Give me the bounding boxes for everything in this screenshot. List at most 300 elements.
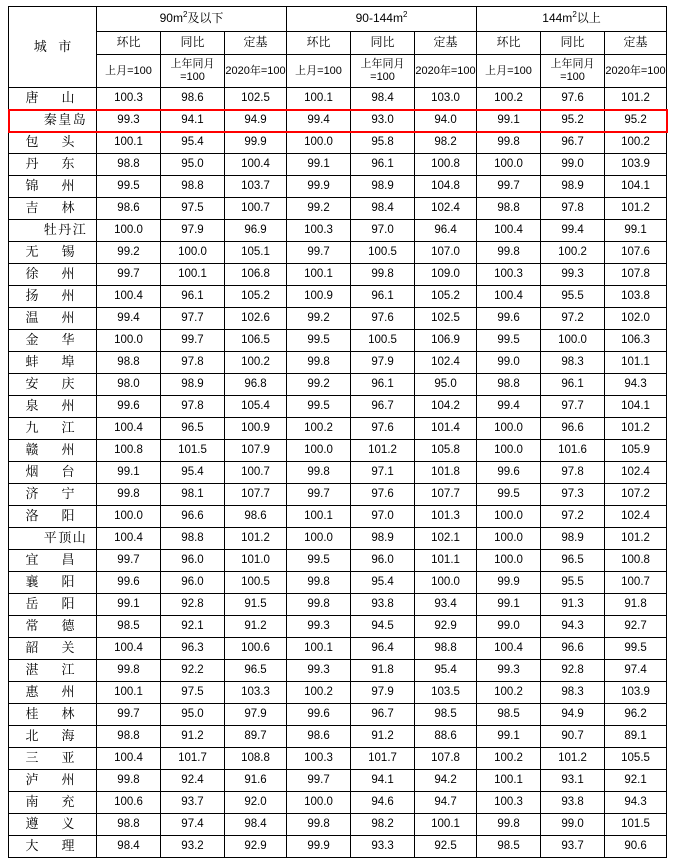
row-value: 99.2 bbox=[287, 198, 351, 220]
row-value: 100.2 bbox=[477, 682, 541, 704]
row-value: 105.9 bbox=[605, 440, 667, 462]
row-value: 105.1 bbox=[225, 242, 287, 264]
row-value: 100.5 bbox=[351, 242, 415, 264]
row-value: 100.0 bbox=[161, 242, 225, 264]
row-value: 99.8 bbox=[477, 814, 541, 836]
row-city: 岳 阳 bbox=[9, 594, 97, 616]
row-value: 104.1 bbox=[605, 396, 667, 418]
row-value: 101.2 bbox=[605, 88, 667, 110]
table-row bbox=[9, 462, 667, 484]
row-value: 98.4 bbox=[351, 88, 415, 110]
row-value: 92.4 bbox=[161, 770, 225, 792]
row-value: 100.0 bbox=[477, 440, 541, 462]
group-0-sup: 2 bbox=[182, 10, 188, 20]
header-row-groups bbox=[9, 7, 667, 32]
row-value: 105.5 bbox=[605, 748, 667, 770]
row-value: 107.8 bbox=[415, 748, 477, 770]
row-value: 92.1 bbox=[161, 616, 225, 638]
row-value: 100.0 bbox=[477, 418, 541, 440]
row-city: 惠 州 bbox=[9, 682, 97, 704]
row-value: 91.3 bbox=[541, 594, 605, 616]
row-value: 99.5 bbox=[287, 550, 351, 572]
subheader-1-1: 同比 bbox=[351, 32, 415, 55]
row-city: 秦皇岛 bbox=[9, 110, 97, 132]
row-value: 99.3 bbox=[541, 264, 605, 286]
row-value: 97.8 bbox=[541, 198, 605, 220]
row-value: 99.1 bbox=[477, 726, 541, 748]
row-value: 95.5 bbox=[541, 572, 605, 594]
row-value: 91.5 bbox=[225, 594, 287, 616]
row-value: 96.4 bbox=[415, 220, 477, 242]
row-value: 92.2 bbox=[161, 660, 225, 682]
row-value: 102.5 bbox=[415, 308, 477, 330]
row-city: 遵 义 bbox=[9, 814, 97, 836]
header-row-subs bbox=[9, 32, 667, 55]
row-value: 102.4 bbox=[415, 198, 477, 220]
table-row bbox=[9, 528, 667, 550]
row-value: 95.0 bbox=[415, 374, 477, 396]
row-value: 100.3 bbox=[477, 264, 541, 286]
table-row bbox=[9, 792, 667, 814]
row-value: 107.7 bbox=[225, 484, 287, 506]
row-value: 101.6 bbox=[541, 440, 605, 462]
group-1-label: 90-144m bbox=[355, 11, 403, 26]
row-value: 99.3 bbox=[287, 660, 351, 682]
row-value: 100.2 bbox=[287, 682, 351, 704]
row-value: 100.7 bbox=[225, 462, 287, 484]
row-value: 96.1 bbox=[351, 286, 415, 308]
table-row bbox=[9, 418, 667, 440]
row-value: 100.4 bbox=[97, 748, 161, 770]
header-group-2 bbox=[477, 7, 667, 32]
row-value: 100.4 bbox=[477, 638, 541, 660]
row-value: 97.5 bbox=[161, 682, 225, 704]
row-value: 101.7 bbox=[351, 748, 415, 770]
row-value: 99.1 bbox=[97, 594, 161, 616]
baseheader-0-2: 2020年=100 bbox=[225, 55, 287, 88]
row-value: 90.6 bbox=[605, 836, 667, 858]
row-value: 99.8 bbox=[287, 594, 351, 616]
row-city: 温 州 bbox=[9, 308, 97, 330]
row-value: 92.1 bbox=[605, 770, 667, 792]
row-value: 93.8 bbox=[351, 594, 415, 616]
row-value: 100.1 bbox=[161, 264, 225, 286]
row-value: 99.8 bbox=[287, 352, 351, 374]
group-0-label: 90m bbox=[159, 11, 183, 26]
row-city: 平顶山 bbox=[9, 528, 97, 550]
row-value: 98.4 bbox=[351, 198, 415, 220]
row-value: 99.2 bbox=[97, 242, 161, 264]
row-value: 99.5 bbox=[287, 396, 351, 418]
row-value: 98.9 bbox=[541, 528, 605, 550]
row-value: 91.8 bbox=[351, 660, 415, 682]
row-value: 99.7 bbox=[477, 176, 541, 198]
row-value: 96.6 bbox=[161, 506, 225, 528]
row-value: 104.1 bbox=[605, 176, 667, 198]
row-value: 107.8 bbox=[605, 264, 667, 286]
row-value: 95.4 bbox=[415, 660, 477, 682]
row-value: 98.8 bbox=[477, 374, 541, 396]
table-row bbox=[9, 440, 667, 462]
table-row bbox=[9, 286, 667, 308]
header-group-1 bbox=[287, 7, 477, 32]
row-value: 105.2 bbox=[225, 286, 287, 308]
table-row bbox=[9, 594, 667, 616]
row-value: 97.9 bbox=[161, 220, 225, 242]
row-city: 湛 江 bbox=[9, 660, 97, 682]
subheader-0-0: 环比 bbox=[97, 32, 161, 55]
row-value: 100.1 bbox=[287, 264, 351, 286]
row-value: 99.7 bbox=[287, 242, 351, 264]
row-value: 97.2 bbox=[541, 506, 605, 528]
row-value: 100.4 bbox=[477, 286, 541, 308]
row-city: 丹 东 bbox=[9, 154, 97, 176]
row-value: 91.2 bbox=[225, 616, 287, 638]
row-value: 97.6 bbox=[541, 88, 605, 110]
row-value: 99.9 bbox=[287, 836, 351, 858]
row-value: 99.8 bbox=[351, 264, 415, 286]
row-value: 92.8 bbox=[161, 594, 225, 616]
row-value: 100.0 bbox=[97, 330, 161, 352]
row-value: 99.8 bbox=[477, 132, 541, 154]
row-value: 97.8 bbox=[161, 352, 225, 374]
row-value: 101.7 bbox=[161, 748, 225, 770]
row-value: 94.5 bbox=[351, 616, 415, 638]
row-city: 大 理 bbox=[9, 836, 97, 858]
table-row bbox=[9, 198, 667, 220]
row-value: 101.2 bbox=[605, 528, 667, 550]
row-value: 99.6 bbox=[477, 308, 541, 330]
row-value: 94.1 bbox=[351, 770, 415, 792]
row-value: 100.4 bbox=[97, 638, 161, 660]
row-value: 97.4 bbox=[161, 814, 225, 836]
row-value: 93.8 bbox=[541, 792, 605, 814]
row-value: 99.1 bbox=[477, 594, 541, 616]
row-value: 100.0 bbox=[97, 220, 161, 242]
row-value: 100.0 bbox=[97, 506, 161, 528]
row-value: 93.3 bbox=[351, 836, 415, 858]
row-city: 宜 昌 bbox=[9, 550, 97, 572]
row-value: 105.4 bbox=[225, 396, 287, 418]
row-value: 101.1 bbox=[605, 352, 667, 374]
row-city: 南 充 bbox=[9, 792, 97, 814]
row-city: 无 锡 bbox=[9, 242, 97, 264]
row-value: 99.8 bbox=[97, 660, 161, 682]
row-value: 101.5 bbox=[161, 440, 225, 462]
row-city: 徐 州 bbox=[9, 264, 97, 286]
row-value: 97.6 bbox=[351, 484, 415, 506]
row-value: 99.8 bbox=[287, 462, 351, 484]
row-value: 97.1 bbox=[351, 462, 415, 484]
row-value: 98.5 bbox=[415, 704, 477, 726]
row-value: 91.6 bbox=[225, 770, 287, 792]
row-value: 88.6 bbox=[415, 726, 477, 748]
row-value: 103.9 bbox=[605, 682, 667, 704]
row-value: 93.1 bbox=[541, 770, 605, 792]
row-value: 107.7 bbox=[415, 484, 477, 506]
row-value: 92.7 bbox=[605, 616, 667, 638]
row-value: 99.9 bbox=[225, 132, 287, 154]
row-city: 蚌 埠 bbox=[9, 352, 97, 374]
row-value: 94.1 bbox=[161, 110, 225, 132]
row-value: 100.0 bbox=[287, 528, 351, 550]
row-value: 103.5 bbox=[415, 682, 477, 704]
row-value: 96.2 bbox=[605, 704, 667, 726]
row-value: 96.5 bbox=[225, 660, 287, 682]
row-value: 99.8 bbox=[287, 572, 351, 594]
subheader-0-2: 定基 bbox=[225, 32, 287, 55]
row-city: 韶 关 bbox=[9, 638, 97, 660]
row-value: 100.9 bbox=[225, 418, 287, 440]
subheader-2-1: 同比 bbox=[541, 32, 605, 55]
baseheader-2-0: 上月=100 bbox=[477, 55, 541, 88]
row-city: 金 华 bbox=[9, 330, 97, 352]
row-value: 99.4 bbox=[541, 220, 605, 242]
header-row-bases bbox=[9, 55, 667, 88]
row-value: 99.8 bbox=[97, 484, 161, 506]
row-value: 99.6 bbox=[477, 462, 541, 484]
row-value: 99.8 bbox=[287, 814, 351, 836]
row-value: 100.0 bbox=[287, 792, 351, 814]
row-value: 107.6 bbox=[605, 242, 667, 264]
row-value: 96.6 bbox=[541, 638, 605, 660]
row-value: 101.0 bbox=[225, 550, 287, 572]
table-row bbox=[9, 264, 667, 286]
row-value: 100.1 bbox=[287, 638, 351, 660]
row-value: 96.1 bbox=[541, 374, 605, 396]
row-value: 107.0 bbox=[415, 242, 477, 264]
table-row bbox=[9, 814, 667, 836]
row-value: 101.2 bbox=[605, 198, 667, 220]
row-value: 99.5 bbox=[477, 330, 541, 352]
row-value: 100.3 bbox=[97, 88, 161, 110]
row-value: 98.8 bbox=[161, 176, 225, 198]
table-row bbox=[9, 396, 667, 418]
row-value: 100.0 bbox=[287, 440, 351, 462]
row-value: 100.1 bbox=[477, 770, 541, 792]
row-city: 常 德 bbox=[9, 616, 97, 638]
table-row bbox=[9, 638, 667, 660]
row-value: 96.5 bbox=[541, 550, 605, 572]
table-row bbox=[9, 88, 667, 110]
table-row bbox=[9, 352, 667, 374]
row-value: 105.8 bbox=[415, 440, 477, 462]
row-city: 锦 州 bbox=[9, 176, 97, 198]
row-value: 98.8 bbox=[97, 814, 161, 836]
row-value: 101.1 bbox=[415, 550, 477, 572]
row-value: 100.7 bbox=[225, 198, 287, 220]
baseheader-0-0: 上月=100 bbox=[97, 55, 161, 88]
row-value: 97.8 bbox=[161, 396, 225, 418]
row-value: 98.0 bbox=[97, 374, 161, 396]
row-value: 92.8 bbox=[541, 660, 605, 682]
row-value: 93.7 bbox=[161, 792, 225, 814]
row-value: 98.3 bbox=[541, 682, 605, 704]
row-value: 98.4 bbox=[225, 814, 287, 836]
table-row bbox=[9, 242, 667, 264]
row-value: 97.9 bbox=[351, 352, 415, 374]
row-value: 107.2 bbox=[605, 484, 667, 506]
row-value: 100.9 bbox=[287, 286, 351, 308]
row-value: 100.2 bbox=[605, 132, 667, 154]
row-value: 95.4 bbox=[161, 462, 225, 484]
row-value: 97.3 bbox=[541, 484, 605, 506]
row-value: 93.4 bbox=[415, 594, 477, 616]
row-value: 102.4 bbox=[605, 506, 667, 528]
row-value: 100.3 bbox=[477, 792, 541, 814]
table-header bbox=[9, 7, 667, 88]
row-value: 98.8 bbox=[97, 726, 161, 748]
row-value: 98.8 bbox=[477, 198, 541, 220]
row-value: 100.1 bbox=[287, 88, 351, 110]
row-value: 99.1 bbox=[477, 110, 541, 132]
row-value: 98.9 bbox=[541, 176, 605, 198]
row-value: 92.9 bbox=[415, 616, 477, 638]
row-value: 100.0 bbox=[477, 506, 541, 528]
row-value: 97.2 bbox=[541, 308, 605, 330]
row-value: 100.6 bbox=[225, 638, 287, 660]
row-value: 99.6 bbox=[97, 572, 161, 594]
row-value: 99.3 bbox=[287, 616, 351, 638]
row-value: 99.7 bbox=[161, 330, 225, 352]
row-value: 99.4 bbox=[477, 396, 541, 418]
row-value: 99.6 bbox=[287, 704, 351, 726]
row-value: 100.4 bbox=[477, 220, 541, 242]
row-city: 桂 林 bbox=[9, 704, 97, 726]
row-value: 91.2 bbox=[161, 726, 225, 748]
row-value: 99.7 bbox=[97, 264, 161, 286]
row-value: 95.0 bbox=[161, 704, 225, 726]
row-value: 98.9 bbox=[351, 176, 415, 198]
row-value: 97.9 bbox=[225, 704, 287, 726]
row-value: 104.2 bbox=[415, 396, 477, 418]
row-value: 93.7 bbox=[541, 836, 605, 858]
group-2-label: 144m bbox=[542, 11, 573, 26]
row-value: 101.8 bbox=[415, 462, 477, 484]
baseheader-1-1: 上年同月=100 bbox=[351, 55, 415, 88]
row-value: 100.2 bbox=[225, 352, 287, 374]
row-value: 100.0 bbox=[287, 132, 351, 154]
row-city: 泉 州 bbox=[9, 396, 97, 418]
row-value: 91.2 bbox=[351, 726, 415, 748]
row-value: 99.7 bbox=[97, 550, 161, 572]
row-value: 100.2 bbox=[287, 418, 351, 440]
row-value: 100.7 bbox=[605, 572, 667, 594]
row-value: 101.2 bbox=[605, 418, 667, 440]
row-value: 93.0 bbox=[351, 110, 415, 132]
row-city: 扬 州 bbox=[9, 286, 97, 308]
row-value: 108.8 bbox=[225, 748, 287, 770]
row-value: 98.9 bbox=[351, 528, 415, 550]
row-value: 98.2 bbox=[351, 814, 415, 836]
row-value: 97.6 bbox=[351, 418, 415, 440]
row-value: 100.1 bbox=[415, 814, 477, 836]
row-value: 99.5 bbox=[97, 176, 161, 198]
row-value: 107.9 bbox=[225, 440, 287, 462]
row-value: 100.4 bbox=[97, 286, 161, 308]
row-city: 襄 阳 bbox=[9, 572, 97, 594]
row-value: 89.7 bbox=[225, 726, 287, 748]
table-row bbox=[9, 660, 667, 682]
row-value: 94.9 bbox=[225, 110, 287, 132]
row-value: 96.8 bbox=[225, 374, 287, 396]
table-row bbox=[9, 374, 667, 396]
row-value: 106.9 bbox=[415, 330, 477, 352]
row-value: 98.5 bbox=[477, 836, 541, 858]
row-value: 95.4 bbox=[351, 572, 415, 594]
row-value: 99.5 bbox=[605, 638, 667, 660]
table-row bbox=[9, 704, 667, 726]
row-value: 101.2 bbox=[351, 440, 415, 462]
row-value: 96.0 bbox=[161, 572, 225, 594]
row-value: 99.7 bbox=[287, 770, 351, 792]
row-value: 100.6 bbox=[97, 792, 161, 814]
row-value: 98.3 bbox=[541, 352, 605, 374]
row-value: 100.2 bbox=[477, 748, 541, 770]
row-value: 101.2 bbox=[541, 748, 605, 770]
row-value: 100.3 bbox=[287, 220, 351, 242]
table-row bbox=[9, 836, 667, 858]
baseheader-2-2: 2020年=100 bbox=[605, 55, 667, 88]
subheader-2-2: 定基 bbox=[605, 32, 667, 55]
row-value: 95.2 bbox=[541, 110, 605, 132]
row-value: 102.5 bbox=[225, 88, 287, 110]
row-value: 96.1 bbox=[351, 374, 415, 396]
table-row bbox=[9, 110, 667, 132]
row-value: 101.5 bbox=[605, 814, 667, 836]
table-row bbox=[9, 770, 667, 792]
table-row bbox=[9, 726, 667, 748]
group-2-sup: 2 bbox=[572, 10, 577, 20]
row-value: 103.7 bbox=[225, 176, 287, 198]
row-value: 104.8 bbox=[415, 176, 477, 198]
row-value: 100.4 bbox=[225, 154, 287, 176]
row-value: 92.9 bbox=[225, 836, 287, 858]
row-value: 100.0 bbox=[477, 154, 541, 176]
row-value: 98.5 bbox=[97, 616, 161, 638]
row-value: 94.3 bbox=[605, 792, 667, 814]
row-value: 99.8 bbox=[97, 770, 161, 792]
row-value: 100.2 bbox=[477, 88, 541, 110]
header-city: 城 市 bbox=[9, 7, 97, 88]
row-value: 100.4 bbox=[97, 418, 161, 440]
row-value: 100.1 bbox=[97, 132, 161, 154]
row-value: 99.1 bbox=[97, 462, 161, 484]
table-row bbox=[9, 132, 667, 154]
row-value: 99.5 bbox=[477, 484, 541, 506]
table-row bbox=[9, 154, 667, 176]
row-value: 100.8 bbox=[97, 440, 161, 462]
row-value: 99.2 bbox=[287, 308, 351, 330]
row-value: 92.0 bbox=[225, 792, 287, 814]
row-value: 109.0 bbox=[415, 264, 477, 286]
row-value: 96.3 bbox=[161, 638, 225, 660]
row-value: 99.0 bbox=[541, 814, 605, 836]
row-city: 安 庆 bbox=[9, 374, 97, 396]
row-value: 99.3 bbox=[477, 660, 541, 682]
row-value: 95.0 bbox=[161, 154, 225, 176]
row-value: 94.2 bbox=[415, 770, 477, 792]
row-value: 101.3 bbox=[415, 506, 477, 528]
row-value: 100.8 bbox=[605, 550, 667, 572]
row-value: 97.0 bbox=[351, 220, 415, 242]
row-city: 吉 林 bbox=[9, 198, 97, 220]
row-value: 93.2 bbox=[161, 836, 225, 858]
row-value: 100.4 bbox=[97, 528, 161, 550]
row-city: 赣 州 bbox=[9, 440, 97, 462]
row-value: 100.2 bbox=[541, 242, 605, 264]
row-city: 北 海 bbox=[9, 726, 97, 748]
